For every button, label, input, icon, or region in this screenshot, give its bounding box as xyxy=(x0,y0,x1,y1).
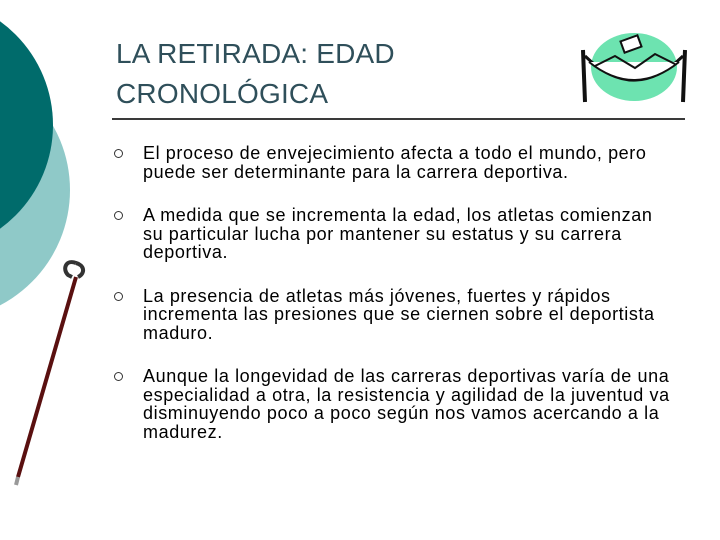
walking-cane-icon xyxy=(6,255,106,490)
bullet-text: A medida que se incrementa la edad, los atletas comienzan su particular lucha por mantener su estatus y su carrera deportiva. xyxy=(143,205,653,262)
hollow-circle-bullet-icon xyxy=(114,292,123,301)
hollow-circle-bullet-icon xyxy=(114,149,123,158)
bullet-item xyxy=(112,367,672,441)
hammock-icon xyxy=(575,26,693,108)
hollow-circle-bullet-icon xyxy=(114,372,123,381)
hollow-circle-bullet-icon xyxy=(114,211,123,220)
title-divider xyxy=(112,118,685,120)
bullet-item xyxy=(112,144,672,181)
bullet-text: El proceso de envejecimiento afecta a todo el mundo, pero puede ser determinante para la carrera deportiva. xyxy=(143,143,647,182)
bullet-text: Aunque la longevidad de las carreras deportivas varía de una especialidad a otra, la resistencia y agilidad de la juventud va disminuyendo poco a poco según nos vamos acercando a la madurez. xyxy=(143,366,670,442)
slide-title: LA RETIRADA: EDAD CRONOLÓGICA xyxy=(116,38,395,109)
bullet-text: La presencia de atletas más jóvenes, fuertes y rápidos incrementa las presiones que se ciernen sobre el deportista maduro. xyxy=(143,285,655,343)
bullet-item xyxy=(112,287,672,343)
bullet-list xyxy=(112,144,672,466)
bullet-item xyxy=(112,206,672,262)
